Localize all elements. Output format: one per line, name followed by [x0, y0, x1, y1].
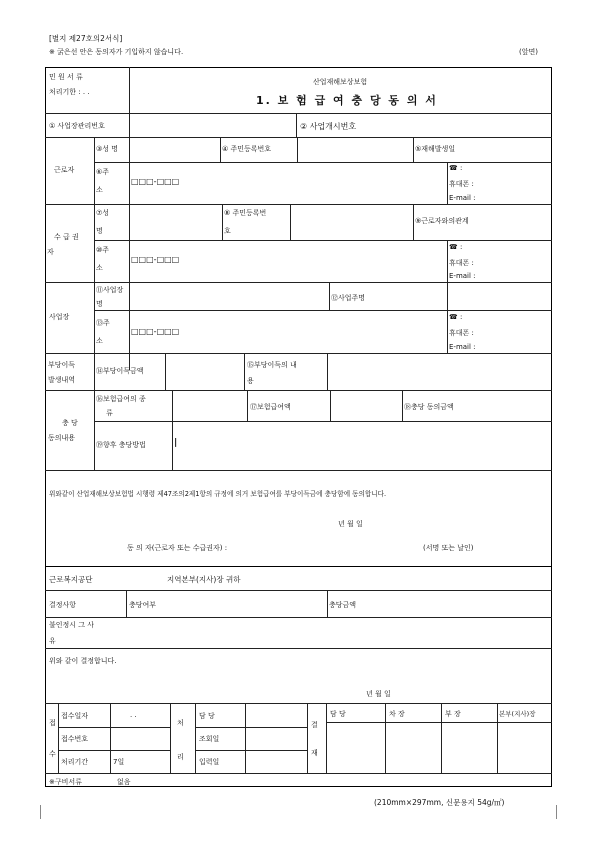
rejection-reason-label-a: 불인정시 그 사	[49, 621, 95, 629]
receipt-col-label-b: 수	[49, 750, 56, 758]
worker-postal-code: □□□-□□□	[131, 177, 180, 186]
declaration-text: 위와같이 산업재해보상보험법 시행령 제47조의2제1항의 규정에 의거 보험급여를 부당이득금에 충당함에 동의합니다.	[49, 490, 387, 498]
office-agency: 근로복지공단	[49, 575, 93, 584]
employer-postal-code: □□□-□□□	[131, 327, 180, 336]
unjust-content-label-b: 용	[247, 377, 254, 385]
vrule-b3	[170, 703, 171, 773]
input-date-label: 입력일	[199, 758, 220, 766]
vrule-b8	[385, 703, 386, 773]
processing-in-charge-label: 담 당	[199, 712, 215, 720]
consenter-label: 동 의 자(근로자 또는 수급권자) :	[127, 544, 228, 552]
receipt-col-label-a: 접	[49, 719, 56, 727]
vrule-r2	[290, 204, 291, 240]
vrule-w1	[220, 137, 221, 162]
vrule-r1	[222, 204, 223, 240]
recipient-addr-label-a: ⑩주	[96, 246, 110, 254]
employer-addr-label-b: 소	[96, 337, 103, 345]
processing-period-label: 처리기한 : . .	[49, 88, 90, 96]
approp-section-label-b: 동의내용	[48, 434, 76, 442]
unjust-amount-label: ⑭부당이득금액	[96, 367, 144, 375]
rule-recipient-bottom	[45, 282, 552, 283]
vrule-d2	[327, 590, 328, 617]
signature-label: (서명 또는 날인)	[423, 544, 474, 552]
vrule-b10	[497, 703, 498, 773]
benefit-amount-label: ⑰보험급여액	[250, 403, 291, 411]
rule-approp-bottom	[45, 470, 552, 471]
form-note: ※ 굵은선 안은 동의자가 기입하지 않습니다.	[49, 48, 184, 56]
employer-section-label: 사업장	[49, 313, 70, 321]
rule-approp-mid	[94, 421, 552, 422]
rule-worker-mid	[94, 162, 552, 163]
processing-period-value: 7일	[113, 758, 125, 766]
rule-proc-1	[195, 727, 307, 728]
vrule-a1	[172, 390, 173, 470]
rule-approval-bottom	[45, 773, 552, 774]
recipient-relation-label: ⑨근로자와의관계	[415, 217, 469, 225]
benefit-type-label-a: ⑯보험급여의 종	[96, 395, 146, 403]
page-title: 1. 보 험 급 여 충 당 동 의 서	[256, 94, 438, 107]
recipient-email-label: E-mail :	[449, 272, 476, 280]
vrule-b6	[307, 703, 308, 773]
rule-unjust-bottom	[45, 390, 552, 391]
worker-addr-label-b: 소	[96, 186, 103, 194]
rule-employer-mid	[94, 310, 552, 311]
employer-name-label-a: ⑪사업장	[96, 286, 124, 294]
vrule-b5	[245, 703, 246, 773]
rule-receipt-2	[58, 750, 170, 751]
vrule-b7	[326, 703, 327, 773]
crop-mark-right	[556, 805, 557, 819]
office-addressee: 지역본부(지사)장 귀하	[167, 575, 241, 584]
vrule-w2	[297, 137, 298, 162]
approval-col-label-b: 재	[311, 749, 318, 757]
worker-rrn-label: ④ 주민등록번호	[222, 145, 272, 153]
employer-mobile-label: 휴대폰 :	[449, 329, 474, 337]
receipt-date-label: 접수일자	[61, 712, 89, 720]
recipient-rrn-label-b: 호	[224, 227, 231, 235]
form-frame	[45, 67, 552, 787]
vrule-e1	[329, 282, 330, 310]
rule-approval-1	[326, 722, 552, 723]
processing-period-label-bottom: 처리기간	[61, 758, 89, 766]
rule-receipt-1	[58, 727, 170, 728]
rule-title-bottom	[45, 113, 552, 114]
vrule-d1	[126, 590, 127, 617]
crop-mark-left	[40, 805, 41, 819]
recipient-section-label-b: 자	[47, 248, 54, 256]
worker-section-label: 근로자	[54, 166, 75, 174]
rule-reason-bottom	[45, 648, 552, 649]
receipt-date-value: . .	[130, 711, 137, 719]
review-date-label: 조회일	[199, 735, 220, 743]
rule-office-bottom	[45, 590, 552, 591]
page-side: (앞면)	[519, 48, 538, 56]
rule-worker-bottom	[45, 204, 552, 205]
employer-owner-label: ⑫사업주명	[331, 294, 366, 302]
worker-name-label: ③성 명	[96, 145, 119, 153]
recipient-tel-label: ☎ :	[449, 243, 463, 251]
rule-proc-2	[195, 750, 307, 751]
civil-doc-label: 민 원 서 류	[49, 73, 83, 81]
consent-amount-label: ⑱충당 동의금액	[404, 403, 454, 411]
recipient-addr-label-b: 소	[96, 264, 103, 272]
vrule-u1	[165, 353, 166, 390]
worker-addr-label-a: ⑥주	[96, 168, 110, 176]
vrule-b1	[58, 703, 59, 773]
rejection-reason-label-b: 유	[49, 637, 56, 645]
approp-yesno-label: 충당여부	[129, 601, 157, 609]
approp-section-label-a: 충 당	[62, 419, 78, 427]
vrule-w3	[413, 137, 414, 162]
form-number: [별지 제27호의2서식]	[49, 34, 123, 43]
vrule-e2	[447, 282, 448, 353]
vrule-b9	[441, 703, 442, 773]
decided-text: 위와 같이 결정합니다.	[49, 657, 117, 665]
worker-tel-label: ☎ :	[449, 164, 463, 172]
vrule-a2	[247, 390, 248, 421]
recipient-mobile-label: 휴대폰 :	[449, 259, 474, 267]
accident-date-label: ⑤재해발생일	[415, 145, 456, 153]
required-docs-value: 없음	[117, 778, 131, 786]
vrule-u2	[244, 353, 245, 390]
employer-addr-label-a: ⑬주	[96, 319, 110, 327]
approp-amount-label: 충당금액	[329, 601, 357, 609]
rule-declaration-bottom	[45, 566, 552, 567]
vrule-a3	[330, 390, 331, 421]
worker-mobile-label: 휴대폰 :	[449, 180, 474, 188]
recipient-section-label-a: 수 급 권	[54, 233, 79, 241]
declaration-date: 년 월 일	[338, 520, 363, 528]
unjust-section-label-b: 발생내역	[48, 376, 76, 384]
text-cursor: |	[174, 438, 178, 448]
vrule-r4	[447, 240, 448, 282]
vrule-w4	[447, 162, 448, 204]
future-method-label: ⑲향후 충당방법	[96, 441, 146, 449]
decision-date: 년 월 일	[366, 690, 391, 698]
employer-email-label: E-mail :	[449, 343, 476, 351]
decision-items-label: 결정사항	[49, 601, 77, 609]
approval-manager: 부 장	[445, 710, 461, 718]
business-mgmt-no-label: ① 사업장관리번호	[49, 122, 105, 130]
vrule-title-left	[129, 67, 130, 137]
vrule-section-col	[94, 137, 95, 470]
vrule-b2	[110, 703, 111, 773]
vrule-reg-mid	[296, 113, 297, 137]
rule-decided-bottom	[45, 703, 552, 704]
recipient-postal-code: □□□-□□□	[131, 255, 180, 264]
vrule-a4	[402, 390, 403, 421]
agency-name: 산업재해보상보험	[313, 78, 368, 86]
vrule-label-col	[129, 137, 130, 370]
unjust-section-label-a: 부당이득	[48, 361, 76, 369]
worker-email-label: E-mail :	[449, 194, 476, 202]
rule-employer-bottom	[45, 353, 552, 354]
employer-name-label-b: 명	[96, 300, 103, 308]
vrule-b4	[195, 703, 196, 773]
paper-spec: (210mm×297mm, 신문용지 54g/㎡)	[374, 798, 505, 807]
approval-deputy: 차 장	[389, 710, 405, 718]
benefit-type-label-b: 류	[106, 409, 113, 417]
recipient-name-label-b: 명	[96, 227, 103, 235]
vrule-u3	[327, 353, 328, 390]
recipient-rrn-label-a: ⑧ 주민등록번	[224, 209, 267, 217]
recipient-name-label-a: ⑦성	[96, 209, 110, 217]
required-docs-label: ※구비서류	[49, 778, 82, 786]
receipt-no-label: 접수번호	[61, 735, 89, 743]
employer-tel-label: ☎ :	[449, 313, 463, 321]
approval-col-label-a: 결	[311, 721, 318, 729]
business-start-no-label: ② 사업개시번호	[300, 122, 357, 131]
rule-decision-bottom	[45, 617, 552, 618]
rule-reg-bottom	[45, 137, 552, 138]
unjust-content-label-a: ⑮부당이득의 내	[247, 361, 297, 369]
approval-in-charge: 담 당	[330, 710, 346, 718]
vrule-r3	[413, 204, 414, 240]
rule-recipient-mid	[94, 240, 552, 241]
processing-col-label-b: 리	[177, 753, 184, 761]
approval-director: 본부(지사)장	[499, 710, 536, 718]
processing-col-label-a: 처	[177, 719, 184, 727]
